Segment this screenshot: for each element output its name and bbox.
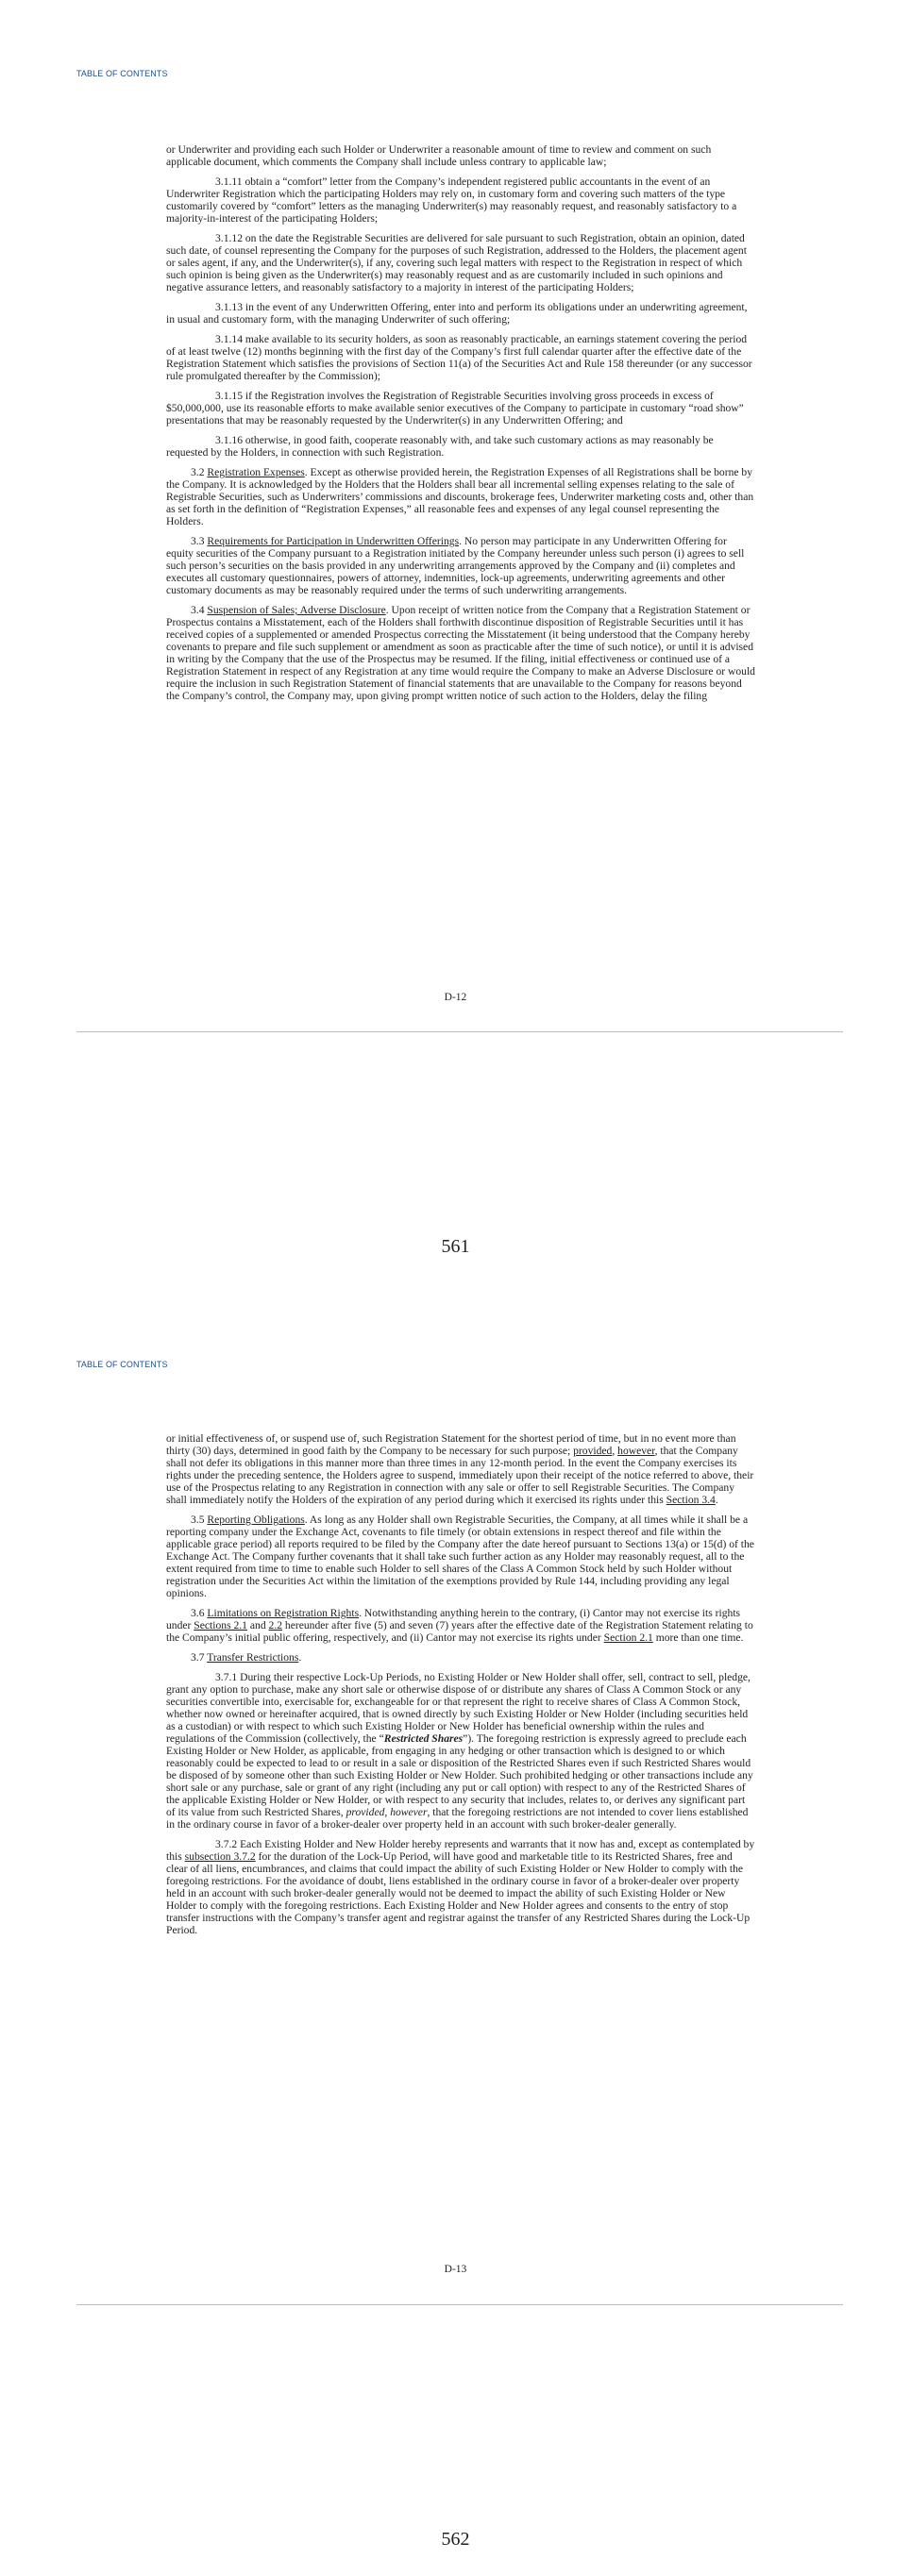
page-footer: D-12 <box>444 992 467 1003</box>
page-divider <box>76 1031 843 1032</box>
text-run: , <box>612 1445 618 1457</box>
page-divider <box>76 2304 843 2305</box>
section-3-3 <box>166 535 755 596</box>
table-of-contents-link[interactable]: TABLE OF CONTENTS <box>76 1360 168 1369</box>
paragraph-3-1-12: 3.1.12 on the date the Registrable Securities are delivered for sale pursuant to such Registration, obtain an opinion, dated such date, of counsel representing the Company for the purposes of such Registration, addressed to the Holders, the placement agent or sales agent, if any, and the Underwriter(s), if any, covering such legal matters with respect to the Registration in respect of which such opinion is being given as the Underwriter(s) may reasonably request and as are customarily included in such opinions and negative assurance letters, and reasonably satisfactory to a majority in interest of the participating Holders; <box>166 232 747 293</box>
section-3-2 <box>166 466 755 527</box>
section-text: . Notwithstanding anything herein to the contrary, (i) Cantor may not exercise its rights under <box>166 1607 741 1631</box>
paragraph-continuation <box>166 1432 755 1506</box>
text-run: , that the foregoing restrictions are not intended to cover liens established in the ordinary course in favor of a broker-dealer over property held in an account with such broker-dealer generally. <box>166 1806 749 1831</box>
text-run: , that the Company shall not defer its obligations in this manner more than three times in any 12-month period. In the event the Company exercises its rights under the preceding sentence, the Holders agree to suspend, immediately upon their receipt of the notice referred to above, their use of the Prospectus relating to any Registration in connection with any sale or offer to sell Registrable Securities. The Company shall immediately notify the Holders of the expiration of any period during which it exercised its rights under this <box>166 1445 754 1506</box>
page-footer: D-13 <box>444 2264 467 2275</box>
section-heading: Requirements for Participation in Underwritten Offerings <box>207 535 460 547</box>
text-however: however <box>617 1445 655 1457</box>
section-2-2-link[interactable]: 2.2 <box>268 1619 283 1631</box>
section-heading: Registration Expenses <box>207 466 305 478</box>
text-run: . <box>715 1494 718 1506</box>
section-heading: Suspension of Sales; Adverse Disclosure <box>207 604 386 616</box>
page-body <box>166 1432 755 1944</box>
section-3-4-link[interactable]: Section 3.4 <box>666 1494 716 1506</box>
document-page-562 <box>0 1288 911 2576</box>
paragraph-3-7-2 <box>166 1838 755 1936</box>
section-2-1-link[interactable]: Section 2.1 <box>603 1631 653 1644</box>
section-text: . As long as any Holder shall own Registrable Securities, the Company, at all times while it shall be a reporting company under the Exchange Act, covenants to file timely (or obtain extensions in respect thereof and file within the applicable grace period) all reports required to be filed by the Company after the date hereof pursuant to Sections 13(a) or 15(d) of the Exchange Act. The Company further covenants that it shall take such further action as any Holder may reasonably request, all to the extent required from time to time to enable such Holder to sell shares of the Class A Common Stock held by such Holder without registration under the Securities Act within the limitation of the exemptions provided by Rule 144, including providing any legal opinions. <box>166 1514 754 1599</box>
table-of-contents-link[interactable]: TABLE OF CONTENTS <box>76 69 168 78</box>
text-run: 3.7.1 During their respective Lock-Up Periods, no Existing Holder or New Holder shall offer, sell, contract to sell, pledge, grant any option to purchase, make any short sale or otherwise dispose of or distribute any shares of Class A Common Stock or any securities convertible into, exercisable for, exchangeable for or that represent the right to receive shares of Class A Common Stock, whether now owned or hereinafter acquired, that is owned directly by such Existing Holder or New Holder (including securities held as a custodian) or with respect to which such Existing Holder or New Holder has beneficial ownership within the rules and regulations of the Commission (collectively, the “ <box>166 1671 751 1745</box>
section-number: 3.4 <box>191 604 208 616</box>
page-number: 562 <box>441 2529 470 2550</box>
section-text: . Except as otherwise provided herein, the Registration Expenses of all Registrations shall be borne by the Company. It is acknowledged by the Holders that the Holders shall bear all incremental selling expenses relating to the sale of Registrable Securities, such as Underwriters’ commissions and discounts, brokerage fees, Underwriter marketing costs and, other than as set forth in the definition of “Registration Expenses,” all reasonable fees and expenses of any legal counsel representing the Holders. <box>166 466 754 527</box>
text-run: or initial effectiveness of, or suspend use of, such Registration Statement for the shortest period of time, but in no event more than thirty (30) days, determined in good faith by the Company to be necessary for such purpose; <box>166 1432 736 1457</box>
section-text: . No person may participate in any Underwritten Offering for equity securities of the Company pursuant to a Registration initiated by the Company hereunder unless such person (i) agrees to sell such person’s securities on the basis provided in any underwriting arrangements approved by the Company and (ii) completes and executes all customary questionnaires, powers of attorney, indemnities, lock-up agreements, underwriting agreements and other customary documents as may be reasonably required under the terms of such underwriting arrangements. <box>166 535 745 596</box>
text-run: . <box>298 1651 302 1664</box>
defined-term: Restricted Shares <box>383 1732 464 1745</box>
section-number: 3.5 <box>191 1514 208 1526</box>
paragraph-3-1-13: 3.1.13 in the event of any Underwritten Offering, enter into and perform its obligations under an underwriting agreement, in usual and customary form, with the managing Underwriter of such offering; <box>166 301 748 326</box>
section-3-6 <box>166 1607 755 1644</box>
section-heading: Reporting Obligations <box>207 1514 305 1526</box>
paragraph-3-1-15: 3.1.15 if the Registration involves the Registration of Registrable Securities involving gross proceeds in excess of $50,000,000, use its reasonable efforts to make available senior executives of the Company to participate in customary “road show” presentations that may be reasonably requested by the Underwriter(s) in any Underwritten Offering; and <box>166 390 744 427</box>
section-heading: Transfer Restrictions <box>207 1651 299 1664</box>
page-number: 561 <box>441 1236 470 1257</box>
section-3-4 <box>166 604 755 702</box>
text-run: and <box>246 1619 269 1631</box>
text-run: 3.7.2 Each Existing Holder and New Holder hereby represents and warrants that it now has and, except as contemplated by this <box>166 1838 755 1863</box>
section-number: 3.3 <box>191 535 208 547</box>
section-number: 3.2 <box>191 466 208 478</box>
paragraph-3-1-14: 3.1.14 make available to its security holders, as soon as reasonably practicable, an earnings statement covering the period of at least twelve (12) months beginning with the first day of the Company’s first full calendar quarter after the effective date of the Registration Statement which satisfies the provisions of Section 11(a) of the Securities Act and Rule 158 thereunder (or any successor rule promulgated thereafter by the Commission); <box>166 333 752 382</box>
page-body <box>166 143 755 710</box>
text-run: for the duration of the Lock-Up Period, will have good and marketable title to its Restricted Shares, free and clear of all liens, encumbrances, and claims that could impact the ability of such Existing Holder or New Holder to comply with the foregoing restrictions. For the avoidance of doubt, liens established in the ordinary course in favor of a broker-dealer over property held in an account with such broker-dealer generally would not be deemed to impact the ability of such Existing Holder or New Holder to comply with the foregoing restrictions. Each Existing Holder and New Holder agrees and consents to the entry of stop transfer instructions with the Company’s transfer agent and registrar against the transfer of any Restricted Shares during the Lock-Up Period. <box>166 1850 751 1936</box>
text-provided: provided <box>573 1445 613 1457</box>
section-3-7 <box>166 1651 755 1664</box>
sections-2-1-link[interactable]: Sections 2.1 <box>194 1619 247 1631</box>
section-number: 3.6 <box>191 1607 208 1619</box>
text-provided-however: provided, however <box>346 1806 428 1818</box>
paragraph-continuation: or Underwriter and providing each such Holder or Underwriter a reasonable amount of time to review and comment on such applicable document, which comments the Company shall include unless contrary to applicable law; <box>166 143 712 168</box>
paragraph-3-1-16: 3.1.16 otherwise, in good faith, cooperate reasonably with, and take such customary actions as may reasonably be requested by the Holders, in connection with such Registration. <box>166 434 714 459</box>
text-run: hereunder after five (5) and seven (7) years after the effective date of the Registration Statement relating to the Company’s initial public offering, respectively, and (ii) Cantor may not exercise its rights under <box>166 1619 753 1644</box>
paragraph-3-7-1 <box>166 1671 755 1831</box>
text-run: more than one time. <box>652 1631 744 1644</box>
section-heading: Limitations on Registration Rights <box>207 1607 360 1619</box>
section-text: . Upon receipt of written notice from the Company that a Registration Statement or Prospectus contains a Misstatement, each of the Holders shall forthwith discontinue disposition of Registrable Securities until it has received copies of a supplemented or amended Prospectus correcting the Misstatement (it being understood that the Company hereby covenants to prepare and file such supplement or amendment as soon as practicable after the time of such notice), or until it is advised in writing by the Company that the use of the Prospectus may be resumed. If the filing, initial effectiveness or continued use of a Registration Statement in respect of any Registration at any time would require the Company to make an Adverse Disclosure or would require the inclusion in such Registration Statement of financial statements that are unavailable to the Company for reasons beyond the Company’s control, the Company may, upon giving prompt written notice of such action to the Holders, delay the filing <box>166 604 755 702</box>
paragraph-3-1-11: 3.1.11 obtain a “comfort” letter from the Company’s independent registered public accountants in the event of an Underwriter Registration which the participating Holders may rely on, in customary form and covering such matters of the type customarily covered by “comfort” letters as the managing Underwriter(s) may reasonably request, and reasonably satisfactory to a majority-in-interest of the participating Holders; <box>166 176 737 225</box>
subsection-3-7-2-link[interactable]: subsection 3.7.2 <box>184 1850 256 1863</box>
section-3-5 <box>166 1514 755 1599</box>
section-number: 3.7 <box>191 1651 208 1664</box>
text-run: ”). The foregoing restriction is expressly agreed to preclude each Existing Holder or New Holder, as applicable, from engaging in any hedging or other transaction which is designed to or which reasonably could be expected to lead to or result in a sale or disposition of the Restricted Shares even if such Restricted Shares would be disposed of by someone other than such Existing Holder or New Holder. Such prohibited hedging or other transactions include any short sale or any purchase, sale or grant of any right (including any put or call option) with respect to any of the Restricted Shares of the applicable Existing Holder or New Holder, or with respect to any security that includes, relates to, or derives any significant part of its value from such Restricted Shares, <box>166 1732 753 1818</box>
